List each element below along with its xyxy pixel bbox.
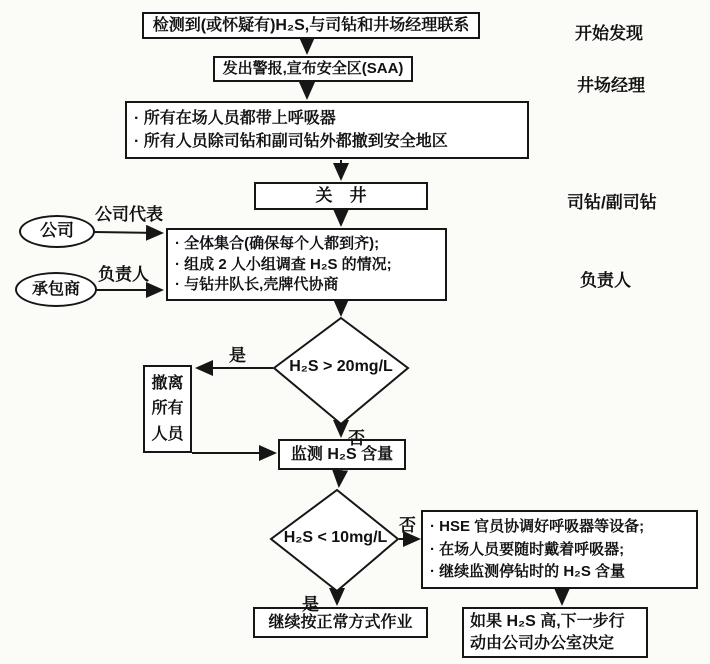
box-muster (166, 228, 447, 301)
office-decision-line: 如果 H₂S 高,下一步行 (470, 612, 625, 630)
role-label-driller: 司钻/副司钻 (567, 193, 657, 212)
decision-h2s-high-text: H₂S > 20mg/L (289, 358, 393, 375)
office-decision-line: 动由公司办公室决定 (470, 634, 615, 652)
edge-label-company-rep: 公司代表 (95, 205, 163, 224)
decision-h2s-low-text: H₂S < 10mg/L (283, 529, 388, 546)
ellipse-company: 公司 (19, 215, 95, 248)
role-label-site-manager: 井场经理 (577, 76, 645, 95)
bullet-line: · 与钻井队长,壳牌代协商 (175, 276, 339, 294)
evacuate-line: 撤离 (151, 374, 184, 392)
edge-label-no-2: 否 (399, 516, 416, 535)
role-label-responsible: 负责人 (580, 271, 631, 290)
evacuate-line: 所有 (151, 400, 184, 418)
evacuate-line: 人员 (151, 426, 184, 444)
box-normal-operations: 继续按正常方式作业 (253, 607, 428, 638)
role-label-start-discovery: 开始发现 (575, 24, 643, 43)
arrow-company-to-muster (94, 232, 161, 233)
ellipse-contractor: 承包商 (15, 272, 97, 307)
edge-label-yes-2: 是 (302, 595, 319, 614)
edge-label-yes-1: 是 (229, 346, 246, 365)
edge-label-no-1: 否 (348, 429, 365, 448)
bullet-line: · 全体集合(确保每个人都到齐); (175, 234, 380, 252)
edge-label-responsible: 负责人 (98, 265, 149, 284)
box-evacuate-all (143, 365, 192, 453)
box-respirators (125, 101, 529, 159)
bullet-line: · 在场人员要随时戴着呼吸器; (430, 540, 625, 558)
box-hse-measures (421, 510, 698, 589)
bullet-line: · 所有在场人员都带上呼吸器 (134, 109, 336, 127)
box-raise-alarm: 发出警报,宣布安全区(SAA) (213, 56, 413, 82)
bullet-line: · 继续监测停钻时的 H₂S 含量 (430, 562, 626, 580)
bullet-line: · 组成 2 人小组调查 H₂S 的情况; (175, 255, 392, 273)
box-detect-h2s: 检测到(或怀疑有)H₂S,与司钻和井场经理联系 (142, 12, 480, 39)
arrow-monitor-to-decision2 (339, 471, 340, 485)
bullet-line: · HSE 官员协调好呼吸器等设备; (430, 518, 645, 536)
box-monitor-h2s: 监测 H₂S 含量 (278, 439, 406, 470)
box-shut-in-well: 关 井 (254, 182, 428, 210)
box-office-decision (462, 607, 648, 658)
bullet-line: · 所有人员除司钻和副司钻外都撤到安全地区 (134, 132, 448, 150)
